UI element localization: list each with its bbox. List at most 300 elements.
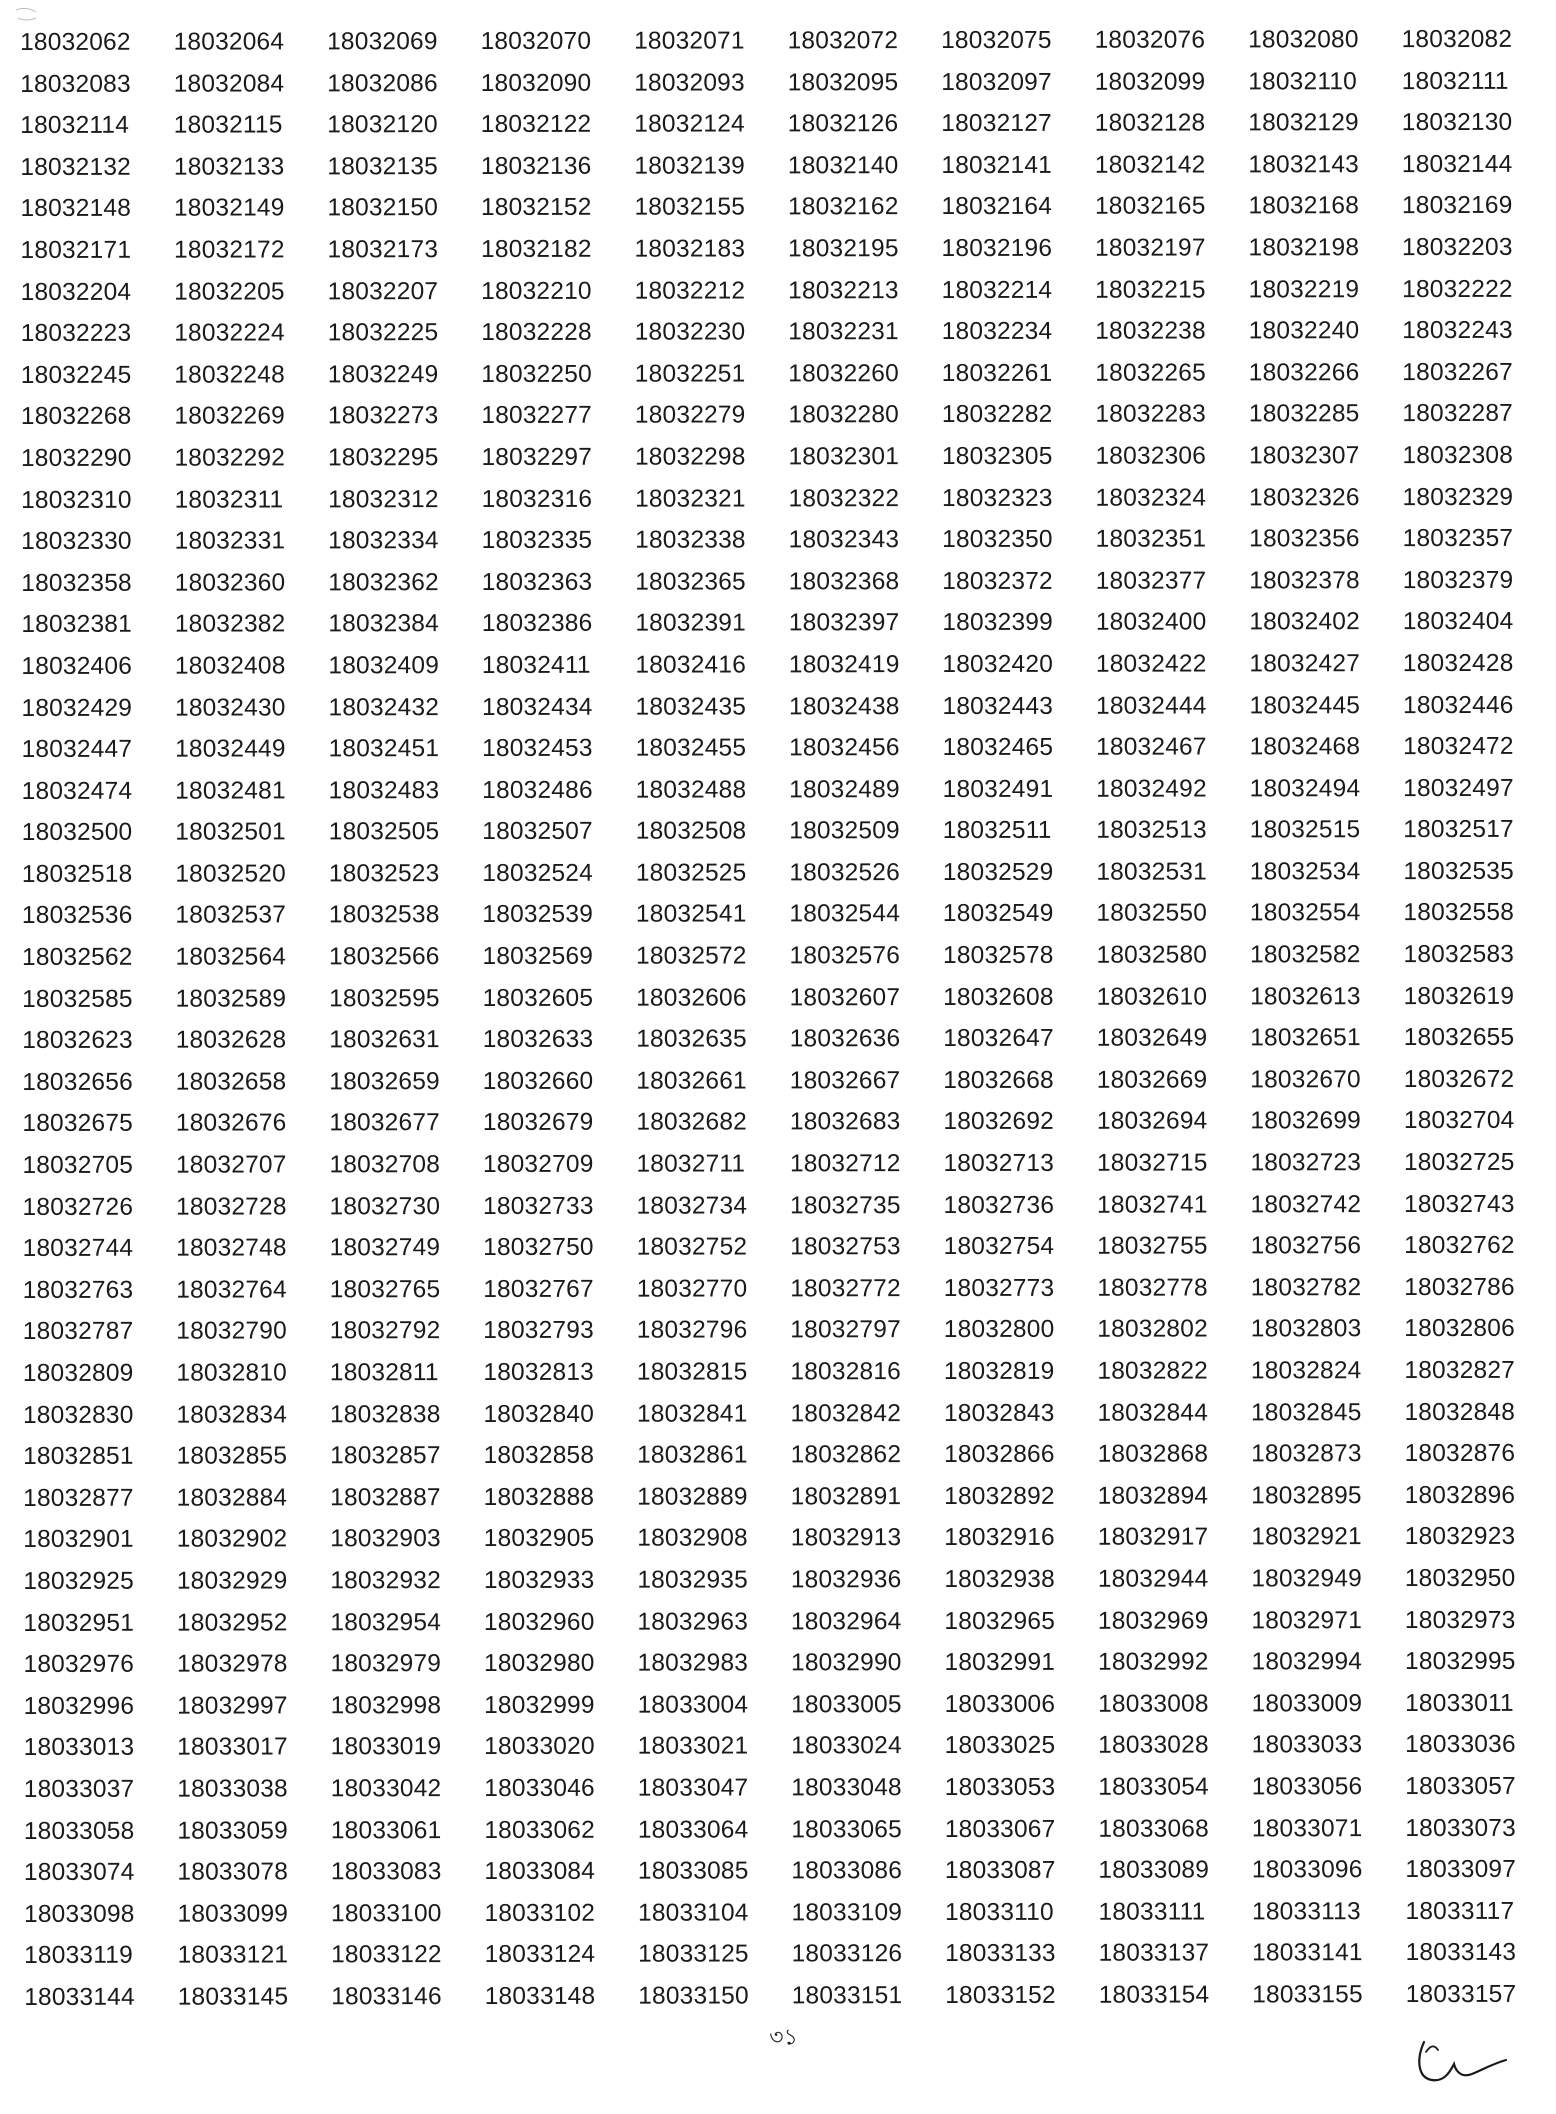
roll-number-cell: 18032595 — [329, 984, 440, 1012]
roll-number-cell: 18032998 — [330, 1691, 442, 1720]
roll-number-cell: 18032990 — [790, 1649, 902, 1677]
roll-number-cell: 18032062 — [20, 28, 131, 56]
roll-number-cell: 18032509 — [789, 817, 900, 845]
roll-number-cell: 18032810 — [176, 1359, 288, 1387]
roll-number-cell: 18032770 — [636, 1275, 748, 1303]
roll-number-cell: 18032582 — [1249, 941, 1361, 969]
roll-number-cell: 18032857 — [330, 1442, 441, 1470]
roll-number-cell: 18032677 — [329, 1109, 440, 1137]
roll-number-cell: 18032925 — [23, 1567, 134, 1595]
roll-number-cell: 18032800 — [943, 1316, 1055, 1344]
roll-number-cell: 18032135 — [327, 152, 438, 181]
roll-number-cell: 18032647 — [943, 1025, 1054, 1053]
roll-number-cell: 18033011 — [1405, 1689, 1514, 1717]
roll-number-cell: 18032400 — [1095, 608, 1207, 637]
roll-number-cell: 18032287 — [1402, 400, 1514, 428]
roll-number-cell: 18032099 — [1094, 68, 1206, 96]
roll-number-cell: 18033009 — [1251, 1689, 1363, 1718]
roll-number-cell: 18032755 — [1097, 1232, 1208, 1260]
roll-number-cell: 18032635 — [636, 1025, 747, 1053]
roll-number-cell: 18032165 — [1094, 192, 1206, 221]
roll-number-cell: 18033143 — [1405, 1939, 1517, 1967]
roll-number-cell: 18032980 — [483, 1649, 595, 1678]
roll-number-cell: 18032730 — [329, 1192, 441, 1220]
roll-number-cell: 18032399 — [942, 609, 1053, 637]
roll-number-cell: 18032656 — [22, 1068, 133, 1096]
roll-number-cell: 18032382 — [174, 610, 286, 638]
roll-number-cell: 18032228 — [481, 318, 592, 347]
roll-number-cell: 18032983 — [637, 1649, 749, 1677]
roll-number-cell: 18032840 — [483, 1400, 595, 1428]
roll-number-cell: 18032419 — [788, 651, 900, 679]
roll-number-cell: 18032580 — [1096, 941, 1208, 969]
roll-number-cell: 18032726 — [22, 1193, 134, 1221]
roll-number-cell: 18032845 — [1250, 1398, 1362, 1426]
roll-number-cell: 18032141 — [941, 151, 1052, 179]
roll-number-cell: 18032465 — [942, 733, 1054, 762]
roll-number-cell: 18032536 — [21, 902, 133, 930]
roll-number-cell: 18032969 — [1097, 1607, 1209, 1635]
roll-number-cell: 18032921 — [1251, 1523, 1362, 1551]
roll-number-cell: 18032183 — [634, 235, 746, 263]
roll-number-cell: 18032404 — [1402, 608, 1514, 636]
roll-number-cell: 18032692 — [943, 1108, 1054, 1136]
roll-number-cell: 18032095 — [787, 68, 899, 96]
roll-number-cell: 18032935 — [637, 1566, 748, 1594]
roll-number-cell: 18032895 — [1251, 1481, 1362, 1510]
roll-number-cell: 18032231 — [788, 318, 899, 346]
roll-number-cell: 18032150 — [327, 194, 439, 222]
roll-number-cell: 18032672 — [1403, 1065, 1515, 1093]
roll-number-cell: 18032887 — [330, 1483, 441, 1512]
roll-number-cell: 18032365 — [635, 568, 746, 596]
roll-number-cell: 18033065 — [791, 1815, 902, 1843]
roll-number-cell: 18032802 — [1097, 1315, 1208, 1344]
roll-number-cell: 18032090 — [480, 69, 592, 97]
roll-number-cell: 18032120 — [327, 111, 438, 139]
roll-number-cell: 18032848 — [1404, 1398, 1516, 1426]
roll-number-cell: 18032741 — [1096, 1191, 1208, 1219]
roll-number-cell: 18032569 — [482, 942, 594, 971]
roll-number-cell: 18032999 — [484, 1691, 595, 1719]
roll-number-cell: 18032694 — [1096, 1107, 1208, 1136]
roll-number-cell: 18032215 — [1095, 276, 1206, 304]
roll-number-cell: 18032311 — [174, 485, 284, 514]
roll-number-cell: 18032806 — [1404, 1315, 1515, 1343]
roll-number-cell: 18032064 — [173, 28, 285, 56]
roll-number-cell: 18033144 — [24, 1983, 135, 2011]
roll-number-cell: 18032748 — [176, 1234, 287, 1262]
roll-number-cell: 18032735 — [789, 1191, 901, 1219]
roll-number-cell: 18032651 — [1250, 1024, 1361, 1052]
roll-number-cell: 18032971 — [1251, 1606, 1363, 1634]
roll-number-cell: 18033104 — [637, 1899, 749, 1927]
roll-number-cell: 18032224 — [174, 319, 285, 347]
roll-number-cell: 18032290 — [20, 444, 132, 472]
roll-number-cell: 18033013 — [23, 1734, 135, 1762]
roll-number-cell: 18033099 — [177, 1900, 289, 1928]
roll-number-cell: 18032951 — [23, 1609, 135, 1637]
roll-number-cell: 18032515 — [1249, 816, 1361, 844]
roll-number-cell: 18032240 — [1248, 317, 1360, 345]
roll-number-cell: 18033126 — [791, 1940, 903, 1968]
roll-number-cell: 18032368 — [788, 567, 900, 596]
roll-number-cell: 18032889 — [637, 1483, 748, 1511]
roll-number-cell: 18032554 — [1249, 899, 1361, 927]
roll-number-cell: 18032792 — [329, 1317, 441, 1345]
roll-number-cell: 18032305 — [941, 442, 1053, 470]
roll-number-cell: 18032133 — [173, 153, 285, 181]
roll-number-cell: 18032905 — [483, 1525, 595, 1553]
roll-number-cell: 18032558 — [1403, 899, 1515, 927]
roll-number-cell: 18032356 — [1249, 525, 1360, 553]
roll-number-cell: 18032669 — [1096, 1066, 1208, 1094]
roll-number-cell: 18032422 — [1095, 650, 1207, 678]
roll-number-cell: 18033005 — [791, 1690, 902, 1719]
roll-number-cell: 18032707 — [175, 1151, 287, 1179]
roll-number-cell: 18032744 — [22, 1234, 134, 1263]
roll-number-cell: 18033110 — [944, 1898, 1054, 1926]
roll-number-cell: 18032445 — [1249, 691, 1361, 719]
roll-number-cell: 18032628 — [175, 1026, 287, 1054]
roll-number-cell: 18032676 — [175, 1109, 287, 1138]
roll-number-cell: 18032736 — [943, 1191, 1055, 1219]
roll-number-cell: 18032607 — [789, 983, 901, 1012]
roll-number-cell: 18032443 — [942, 692, 1054, 720]
roll-number-cell: 18032245 — [20, 361, 132, 389]
roll-number-cell: 18032164 — [941, 193, 1053, 221]
roll-number-cell: 18033021 — [637, 1732, 749, 1761]
roll-number-cell: 18032661 — [636, 1067, 747, 1095]
roll-number-cell: 18033004 — [637, 1691, 749, 1719]
roll-number-cell: 18032168 — [1248, 192, 1360, 220]
roll-number-cell: 18033087 — [944, 1856, 1056, 1885]
roll-number-cell: 18032127 — [941, 109, 1052, 138]
roll-number-cell: 18032148 — [20, 195, 132, 223]
page-number: ৩১ — [769, 2025, 798, 2051]
roll-number-cell: 18033073 — [1405, 1814, 1516, 1842]
roll-number-cell: 18033017 — [177, 1733, 288, 1761]
roll-number-cell: 18032778 — [1097, 1274, 1208, 1302]
roll-number-cell: 18032933 — [483, 1566, 595, 1594]
roll-number-cell: 18032541 — [635, 900, 747, 929]
roll-number-cell: 18032132 — [20, 153, 131, 181]
roll-number-cell: 18032203 — [1401, 233, 1513, 262]
roll-number-cell: 18032715 — [1096, 1149, 1208, 1177]
roll-number-cell: 18032267 — [1402, 358, 1513, 386]
roll-number-cell: 18032142 — [1094, 151, 1206, 179]
roll-number-cell: 18032944 — [1097, 1565, 1209, 1593]
roll-number-cell: 18033096 — [1251, 1856, 1363, 1884]
roll-number-cell: 18032838 — [329, 1400, 441, 1428]
roll-number-cell: 18032230 — [634, 318, 746, 346]
roll-number-cell: 18032787 — [22, 1318, 134, 1346]
roll-number-cell: 18032679 — [482, 1109, 594, 1137]
roll-number-cell: 18033078 — [177, 1858, 289, 1886]
roll-number-cell: 18032213 — [788, 276, 899, 304]
roll-number-cell: 18032965 — [944, 1607, 1056, 1635]
roll-number-cell: 18032873 — [1251, 1440, 1362, 1468]
roll-number-cell: 18032406 — [21, 652, 133, 680]
roll-number-cell: 18032152 — [480, 194, 592, 222]
roll-number-cell: 18032667 — [789, 1066, 901, 1095]
roll-number-cell: 18032705 — [22, 1151, 134, 1179]
roll-number-cell: 18032753 — [790, 1233, 901, 1261]
roll-number-cell: 18032444 — [1095, 691, 1207, 720]
roll-number-cell: 18032576 — [789, 942, 901, 970]
roll-number-cell: 18032360 — [174, 569, 286, 597]
roll-number-cell: 18032386 — [481, 610, 593, 638]
roll-number-cell: 18032430 — [174, 693, 286, 722]
roll-number-cell: 18032979 — [330, 1650, 442, 1678]
roll-number-cell: 18033146 — [331, 1982, 442, 2011]
roll-number-cell: 18033113 — [1251, 1897, 1361, 1926]
roll-number-cell: 18032827 — [1404, 1356, 1516, 1385]
roll-number-cell: 18032742 — [1250, 1190, 1362, 1219]
roll-number-cell: 18033102 — [484, 1899, 596, 1927]
roll-number-cell: 18032326 — [1249, 483, 1360, 511]
roll-number-cell: 18032844 — [1097, 1399, 1209, 1427]
roll-number-cell: 18033062 — [484, 1816, 595, 1844]
roll-number-cell: 18032298 — [634, 443, 746, 471]
roll-number-cell: 18032610 — [1096, 983, 1208, 1011]
roll-number-cell: 18032301 — [788, 443, 900, 471]
roll-number-cell: 18032260 — [788, 359, 899, 388]
roll-number-cell: 18032420 — [942, 650, 1054, 678]
roll-number-cell: 18032816 — [790, 1358, 902, 1386]
roll-number-cell: 18033157 — [1405, 1980, 1517, 2008]
roll-number-cell: 18032492 — [1096, 775, 1207, 803]
roll-number-cell: 18032483 — [328, 776, 440, 805]
roll-number-cell: 18033154 — [1098, 1981, 1210, 2009]
roll-number-cell: 18032564 — [175, 943, 287, 971]
roll-number-cell: 18032268 — [20, 403, 132, 431]
roll-number-cell: 18032861 — [637, 1441, 748, 1469]
roll-number-cell: 18033059 — [177, 1816, 288, 1845]
roll-number-cell: 18032212 — [634, 277, 746, 305]
roll-number-cell: 18032446 — [1402, 691, 1514, 719]
roll-number-cell: 18032786 — [1404, 1273, 1515, 1301]
roll-number-cell: 18032763 — [22, 1276, 134, 1304]
roll-number-cell: 18032357 — [1402, 524, 1514, 553]
roll-number-cell: 18032903 — [330, 1525, 441, 1553]
roll-number-cell: 18032182 — [480, 235, 592, 263]
roll-number-cell: 18033119 — [24, 1942, 133, 1970]
roll-number-cell: 18032631 — [329, 1026, 440, 1054]
roll-number-cell: 18032283 — [1095, 400, 1207, 429]
roll-number-cell: 18032169 — [1401, 192, 1513, 220]
roll-number-cell: 18033054 — [1098, 1773, 1209, 1801]
roll-number-cell: 18032830 — [22, 1401, 134, 1429]
roll-number-cell: 18032619 — [1403, 982, 1515, 1010]
roll-number-cell: 18033117 — [1405, 1897, 1515, 1925]
roll-number-cell: 18032841 — [636, 1400, 748, 1428]
roll-number-cell: 18032529 — [942, 858, 1054, 886]
roll-number-cell: 18032589 — [175, 985, 287, 1013]
roll-number-cell: 18033083 — [330, 1858, 442, 1886]
roll-number-cell: 18032329 — [1402, 483, 1514, 511]
roll-number-cell: 18032997 — [177, 1692, 288, 1720]
roll-number-cell: 18032447 — [21, 735, 133, 764]
roll-number-cell: 18032362 — [328, 568, 439, 597]
roll-number-cell: 18032310 — [21, 486, 132, 514]
roll-number-cell: 18032978 — [176, 1650, 288, 1678]
roll-number-cell: 18032908 — [637, 1524, 748, 1553]
roll-number-cell: 18033058 — [23, 1817, 135, 1845]
roll-number-cell: 18032668 — [943, 1066, 1054, 1094]
roll-number-cell: 18032249 — [327, 360, 439, 389]
roll-number-cell: 18032520 — [175, 860, 286, 888]
roll-number-cell: 18032070 — [480, 27, 592, 55]
roll-number-cell: 18033125 — [638, 1940, 749, 1968]
roll-number-cell: 18032377 — [1095, 567, 1207, 595]
roll-number-cell: 18033137 — [1098, 1939, 1210, 1968]
roll-number-cell: 18032402 — [1249, 608, 1360, 636]
roll-number-cell: 18032892 — [944, 1482, 1055, 1510]
roll-number-cell: 18033025 — [944, 1732, 1056, 1760]
roll-number-cell: 18032409 — [328, 651, 440, 680]
roll-number-cell: 18032488 — [635, 776, 747, 804]
roll-number-cell: 18032223 — [20, 319, 132, 348]
roll-number-cell: 18032734 — [636, 1192, 748, 1220]
roll-number-cell: 18032474 — [21, 777, 133, 805]
roll-number-cell: 18032494 — [1249, 774, 1361, 803]
roll-number-cell: 18033006 — [944, 1690, 1056, 1718]
roll-number-cell: 18032537 — [175, 901, 287, 930]
roll-number-cell: 18032143 — [1248, 150, 1359, 179]
roll-number-cell: 18032261 — [941, 359, 1053, 387]
roll-number-cell: 18032351 — [1095, 525, 1207, 553]
roll-number-cell: 18032902 — [176, 1525, 288, 1554]
roll-number-cell: 18032451 — [328, 735, 440, 763]
roll-number-cell: 18033008 — [1098, 1690, 1209, 1718]
roll-number-cell: 18032266 — [1248, 358, 1360, 387]
roll-number-cell: 18032195 — [787, 235, 899, 263]
roll-number-cell: 18032809 — [22, 1359, 134, 1387]
roll-number-cell: 18033056 — [1251, 1773, 1363, 1801]
roll-number-cell: 18032896 — [1404, 1481, 1516, 1509]
roll-number-cell: 18032363 — [481, 568, 593, 596]
signature-icon — [1410, 2030, 1520, 2090]
roll-number-cell: 18032384 — [328, 610, 439, 638]
roll-number-cell: 18032110 — [1248, 67, 1357, 95]
roll-number-cell: 18032358 — [21, 569, 132, 597]
roll-number-cell: 18032916 — [944, 1524, 1055, 1552]
roll-number-cell: 18032891 — [790, 1482, 902, 1511]
roll-number-cell: 18033084 — [484, 1857, 596, 1886]
roll-number-cell: 18033042 — [330, 1775, 442, 1803]
roll-number-cell: 18032273 — [327, 402, 439, 430]
roll-number-cell: 18033068 — [1098, 1815, 1209, 1843]
roll-number-cell: 18032868 — [1097, 1440, 1209, 1468]
roll-number-cell: 18032324 — [1095, 484, 1207, 512]
roll-number-cell: 18032129 — [1248, 109, 1359, 137]
roll-number-cell: 18032995 — [1404, 1647, 1516, 1676]
roll-number-cell: 18032711 — [636, 1150, 746, 1178]
roll-number-cell: 18032782 — [1250, 1273, 1362, 1302]
roll-number-cell: 18033071 — [1251, 1814, 1363, 1842]
roll-number-cell: 18032173 — [327, 236, 439, 264]
roll-number-cell: 18032517 — [1403, 816, 1514, 844]
roll-number-cell: 18032613 — [1250, 982, 1361, 1011]
roll-number-cell: 18033019 — [330, 1733, 442, 1761]
roll-number-cell: 18032531 — [1096, 858, 1207, 886]
roll-number-cell: 18032901 — [23, 1526, 134, 1554]
roll-number-cell: 18033121 — [177, 1941, 289, 1969]
roll-number-cell: 18032658 — [175, 1068, 287, 1096]
roll-number-cell: 18032772 — [790, 1274, 901, 1303]
roll-number-cell: 18032992 — [1097, 1648, 1209, 1676]
roll-number-cell: 18032285 — [1248, 400, 1360, 428]
roll-number-cell: 18032481 — [175, 777, 286, 805]
roll-number-cell: 18032862 — [790, 1441, 902, 1469]
roll-number-cell: 18032449 — [175, 735, 286, 763]
roll-number-cell: 18033133 — [945, 1940, 1056, 1968]
roll-number-cell: 18032204 — [20, 278, 132, 306]
roll-number-cell: 18032196 — [941, 234, 1053, 262]
roll-number-cell: 18032765 — [329, 1275, 441, 1304]
roll-number-cell: 18032486 — [482, 776, 593, 804]
roll-number-cell: 18032659 — [329, 1067, 440, 1096]
roll-number-cell: 18032350 — [942, 525, 1053, 554]
roll-number-cell: 18032822 — [1097, 1357, 1209, 1385]
roll-number-cell: 18032842 — [790, 1399, 902, 1427]
roll-number-cell: 18032973 — [1404, 1606, 1516, 1634]
roll-number-cell: 18032723 — [1250, 1149, 1362, 1177]
roll-number-cell: 18032086 — [327, 69, 438, 97]
roll-number-cell: 18032964 — [790, 1607, 902, 1635]
roll-number-cell: 18032544 — [789, 900, 901, 928]
roll-number-cell: 18032851 — [23, 1442, 134, 1471]
roll-number-cell: 18032071 — [634, 27, 745, 55]
roll-number-cell: 18032578 — [942, 941, 1054, 970]
roll-number-cell: 18032824 — [1250, 1357, 1362, 1385]
roll-number-cell: 18033155 — [1252, 1981, 1363, 2009]
roll-number-cell: 18032960 — [483, 1608, 595, 1636]
roll-number-cell: 18032888 — [483, 1483, 595, 1511]
roll-number-cell: 18032675 — [22, 1110, 133, 1138]
roll-number-cell: 18032197 — [1094, 234, 1206, 262]
roll-number-cell: 18032699 — [1250, 1107, 1361, 1135]
roll-number-cell: 18032331 — [174, 527, 286, 555]
roll-number-cell: 18032877 — [23, 1484, 134, 1512]
roll-number-cell: 18032917 — [1097, 1523, 1209, 1552]
roll-number-cell: 18032234 — [941, 317, 1053, 346]
roll-number-cell: 18032468 — [1249, 733, 1361, 761]
roll-number-cell: 18032378 — [1249, 566, 1360, 595]
roll-number-cell: 18032172 — [173, 236, 285, 264]
roll-number-cell: 18033109 — [791, 1898, 903, 1927]
roll-number-cell: 18032526 — [789, 858, 900, 887]
roll-number-cell: 18033064 — [637, 1815, 749, 1844]
roll-number-cell: 18032508 — [635, 817, 747, 845]
roll-number-cell: 18032097 — [941, 68, 1052, 96]
roll-number-cell: 18032834 — [176, 1400, 288, 1429]
roll-number-cell: 18032265 — [1095, 359, 1206, 387]
roll-number-cell: 18032756 — [1250, 1232, 1362, 1260]
roll-number-cell: 18032773 — [943, 1274, 1055, 1302]
roll-number-cell: 18033089 — [1098, 1856, 1210, 1884]
roll-number-cell: 18033037 — [23, 1775, 135, 1803]
roll-number-cell: 18033086 — [791, 1857, 903, 1885]
roll-number-cell: 18032932 — [330, 1567, 441, 1595]
roll-number-cell: 18032381 — [21, 611, 132, 639]
roll-number-cell: 18032952 — [176, 1608, 288, 1637]
roll-number-cell: 18032111 — [1401, 67, 1509, 95]
roll-number-cell: 18032876 — [1404, 1440, 1516, 1468]
roll-number-cell: 18032811 — [329, 1359, 439, 1387]
roll-number-cell: 18032728 — [175, 1193, 287, 1221]
